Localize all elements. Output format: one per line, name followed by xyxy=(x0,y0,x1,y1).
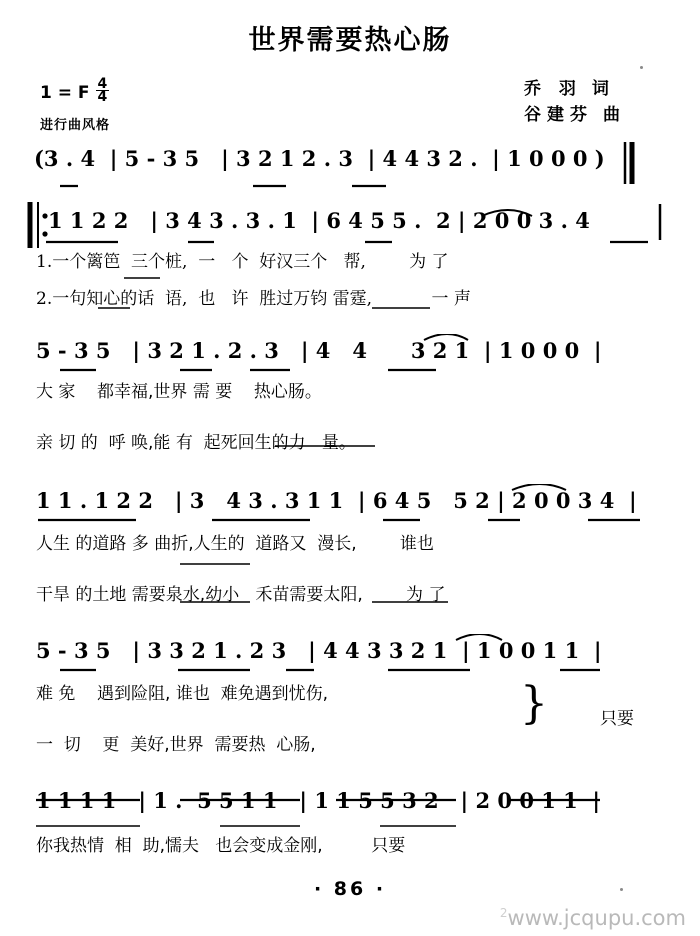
beam-overlay-4 xyxy=(0,484,700,624)
key-signature xyxy=(40,76,109,105)
meter-denominator: 4 xyxy=(97,89,108,105)
beam-overlay-2 xyxy=(0,204,700,324)
watermark-prefix: 2 xyxy=(499,906,508,920)
lyric-v1-2: 2.一句知心的话 语, 也 许 胜过万钧 雷霆, 一 声 xyxy=(36,289,471,309)
style-note: 进行曲风格 xyxy=(40,118,111,133)
lyric-brace: } xyxy=(520,678,548,729)
sheet-music-page xyxy=(0,18,700,936)
beam-overlay-6 xyxy=(0,784,700,844)
lyric-v1-4: 亲 切 的 呼 唤,能 有 起死回生的力 量。 xyxy=(36,433,356,453)
notes-verse1-line2: 5 - 3 5 | 3 2 1 . 2 . 3 | 4 4 3 2 1 | 1 0 0 0 | xyxy=(36,338,602,363)
beam-overlay-5 xyxy=(0,634,700,764)
composer-line xyxy=(524,102,620,128)
lyric-coda-1: 你我热情 相 助,懦夫 也会变成金刚, 只要 xyxy=(36,836,406,856)
scan-speck-icon xyxy=(640,66,643,69)
time-signature xyxy=(96,78,110,103)
bracket-text: 只要 xyxy=(600,709,634,729)
lyric-v2-3: 难 免 遇到险阻, 谁也 难免遇到忧伤, xyxy=(36,684,329,704)
lyricist-line xyxy=(524,76,620,102)
credits-block xyxy=(524,76,620,128)
lyric-v1-3: 大 家 都幸福,世界 需 要 热心肠。 xyxy=(36,382,322,402)
watermark-url: www.jcqupu.com xyxy=(507,906,686,930)
lyric-v2-4: 一 切 更 美好,世界 需要热 心肠, xyxy=(36,735,316,755)
meter-numerator: 4 xyxy=(97,76,108,92)
page-number: · 86 · xyxy=(313,878,387,900)
notes-verse2-line2: 5 - 3 5 | 3 3 2 1 . 2 3 | 4 4 3 3 2 1 | 1 0 0 1 1 | xyxy=(36,638,602,663)
lyric-v2-2: 干旱 的土地 需要泉水,幼小 禾苗需要太阳, 为 了 xyxy=(36,585,446,605)
notes-intro: (3 . 4 | 5 - 3 5 | 3 2 1 2 . 3 | 4 4 3 2 . | 1 0 0 0 ) xyxy=(34,146,605,171)
beam-overlay-3 xyxy=(0,334,700,464)
lyric-v1-1: 1.一个篱笆 三个桩, 一 个 好汉三个 帮, 为 了 xyxy=(36,252,449,272)
scan-speck-icon xyxy=(620,888,623,891)
notes-verse2-line1: 1 1 . 1 2 2 | 3 4 3 . 3 1 1 | 6 4 5 5 2 | 2 0 0 3 4 | xyxy=(36,488,637,513)
watermark xyxy=(500,906,686,930)
composer-role: 曲 xyxy=(603,105,620,125)
composer-name: 谷建芬 xyxy=(524,105,593,125)
key-label: 1 = F xyxy=(40,82,90,103)
lyric-v2-1: 人生 的道路 多 曲折,人生的 道路又 漫长, 谁也 xyxy=(36,534,434,554)
lyricist-name: 乔 羽 xyxy=(524,79,582,99)
notes-verse1-line1: 1 1 2 2 | 3 4 3 . 3 . 1 | 6 4 5 5 . 2 | 2 0 0 3 . 4 xyxy=(48,208,590,233)
page-title: 世界需要热心肠 xyxy=(248,25,452,56)
notes-coda: 1 1 1 1 | 1 . 5 5 1 1 | 1 1 5 5 3 2 | 2 0 0 1 1 | xyxy=(36,788,601,813)
lyricist-role: 词 xyxy=(591,79,609,99)
beam-overlay-intro xyxy=(0,138,700,198)
